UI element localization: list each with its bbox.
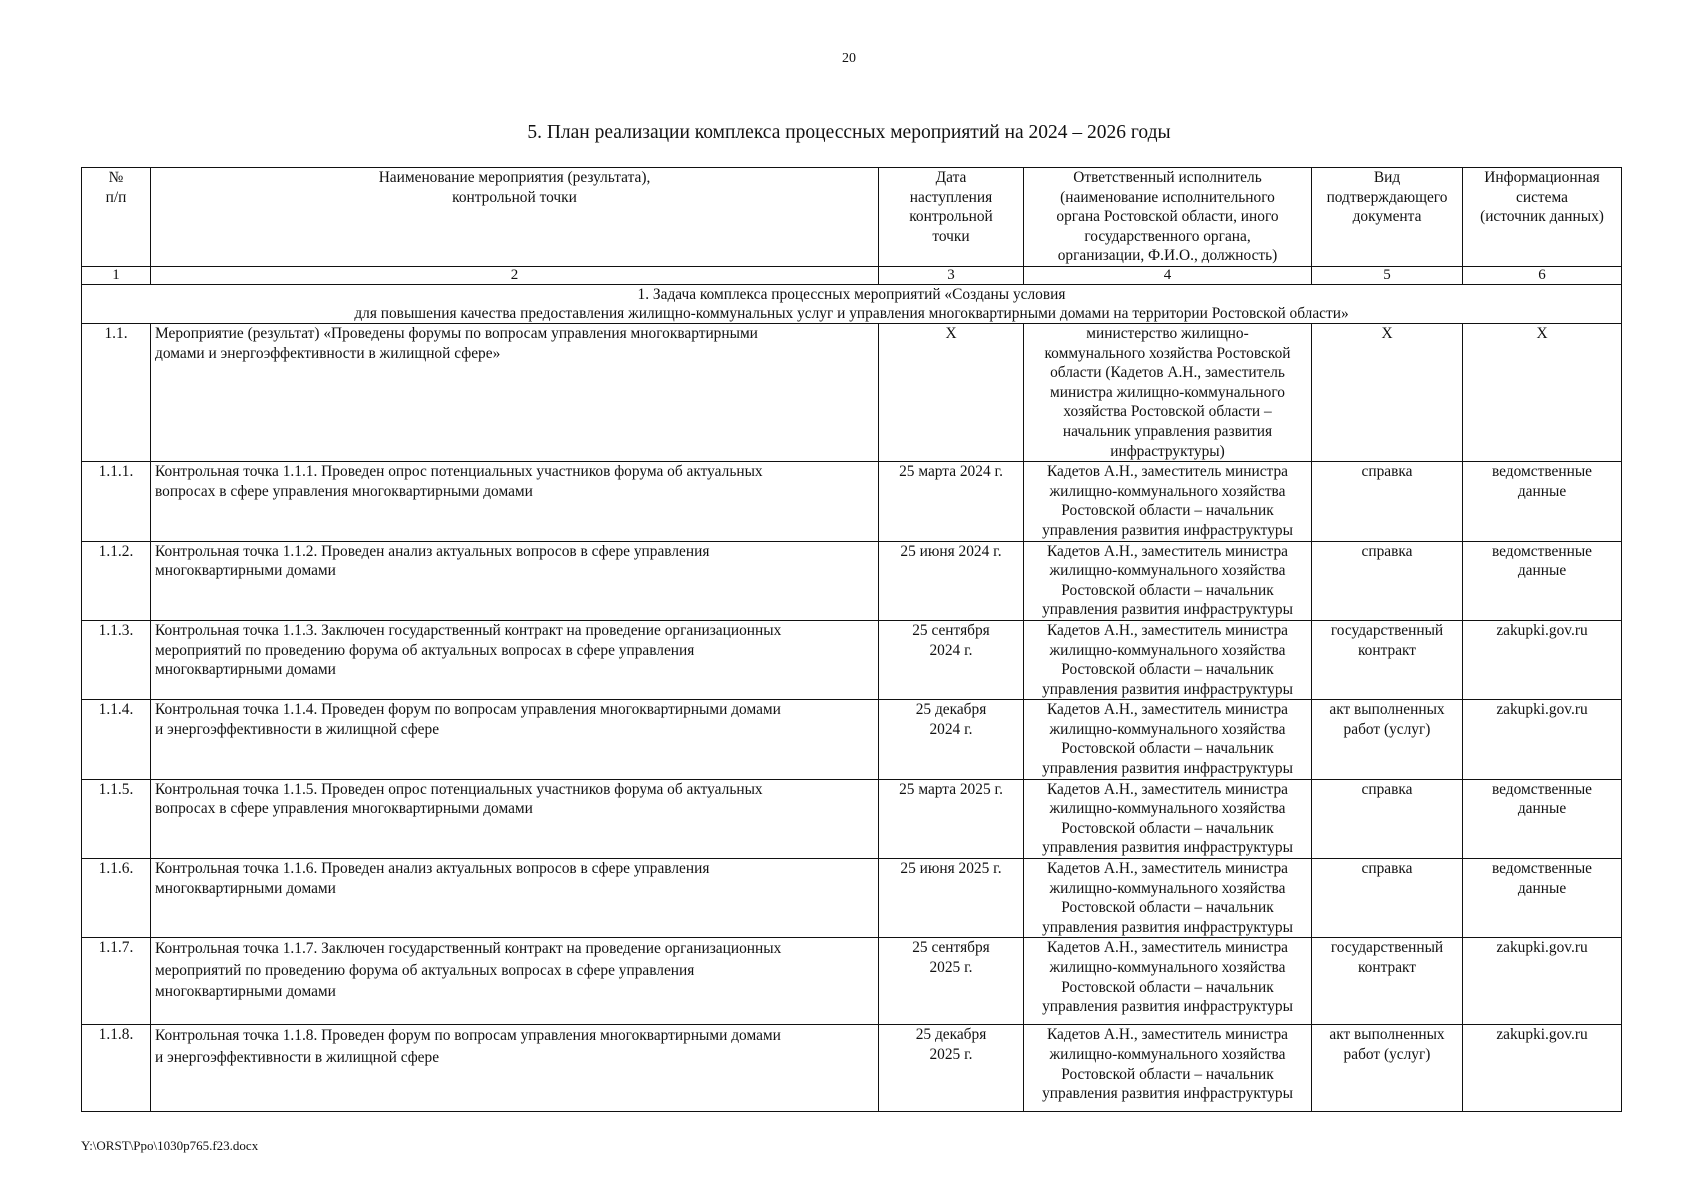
page-title: 5. План реализации комплекса процессных мероприятий на 2024 – 2026 годы xyxy=(527,122,1171,143)
cell-responsible: Кадетов А.Н., заместитель министра жилищно-коммунального хозяйства Ростовской области – начальник управления развития инфраструктуры xyxy=(1024,462,1312,541)
cell-name: Контрольная точка 1.1.3. Заключен государственный контракт на проведение организационных мероприятий по проведению форума об актуальных вопросах в сфере управления многоквартирными домами xyxy=(151,620,879,699)
cell-date: 25 марта 2025 г. xyxy=(879,779,1024,858)
cell-name: Контрольная точка 1.1.6. Проведен анализ актуальных вопросов в сфере управления многоквартирными домами xyxy=(151,859,879,938)
table-row xyxy=(82,620,1622,699)
cell-responsible: Кадетов А.Н., заместитель министра жилищно-коммунального хозяйства Ростовской области – начальник управления развития инфраструктуры xyxy=(1024,938,1312,1025)
column-number-cell: 2 xyxy=(151,267,879,285)
cell-name: Контрольная точка 1.1.2. Проведен анализ актуальных вопросов в сфере управления многоквартирными домами xyxy=(151,541,879,620)
cell-doc-type: справка xyxy=(1312,779,1463,858)
cell-number: 1.1. xyxy=(82,324,151,462)
table-row xyxy=(82,859,1622,938)
header-cell-info-system: Информационная система (источник данных) xyxy=(1463,168,1622,267)
cell-date: 25 декабря 2024 г. xyxy=(879,700,1024,779)
column-number-cell: 3 xyxy=(879,267,1024,285)
cell-number: 1.1.7. xyxy=(82,938,151,1025)
task-row xyxy=(82,285,1622,324)
cell-responsible: министерство жилищно- коммунального хозяйства Ростовской области (Кадетов А.Н., заместитель министра жилищно-коммунального хозяйства Ростовской области – начальник управления развития инфраструктуры) xyxy=(1024,324,1312,462)
cell-responsible: Кадетов А.Н., заместитель министра жилищно-коммунального хозяйства Ростовской области – начальник управления развития инфраструктуры xyxy=(1024,700,1312,779)
cell-doc-type: акт выполненных работ (услуг) xyxy=(1312,1025,1463,1112)
table-row xyxy=(82,541,1622,620)
header-cell-number: № п/п xyxy=(82,168,151,267)
table-row xyxy=(82,462,1622,541)
cell-doc-type: справка xyxy=(1312,541,1463,620)
cell-date: 25 марта 2024 г. xyxy=(879,462,1024,541)
cell-doc-type: справка xyxy=(1312,859,1463,938)
cell-number: 1.1.2. xyxy=(82,541,151,620)
cell-info-system: ведомственные данные xyxy=(1463,462,1622,541)
cell-info-system: zakupki.gov.ru xyxy=(1463,620,1622,699)
cell-name: Контрольная точка 1.1.7. Заключен государственный контракт на проведение организационных мероприятий по проведению форума об актуальных вопросах в сфере управления многоквартирными домами xyxy=(151,938,879,1025)
cell-number: 1.1.3. xyxy=(82,620,151,699)
table-header-row xyxy=(82,168,1622,267)
column-number-cell: 5 xyxy=(1312,267,1463,285)
cell-date: 25 июня 2025 г. xyxy=(879,859,1024,938)
cell-doc-type: справка xyxy=(1312,462,1463,541)
task-row-text: 1. Задача комплекса процессных мероприятий «Созданы условия для повышения качества предоставления жилищно-коммунальных услуг и управления многоквартирными домами на территории Ростовской области» xyxy=(82,285,1622,324)
cell-number: 1.1.4. xyxy=(82,700,151,779)
cell-date: 25 сентября 2024 г. xyxy=(879,620,1024,699)
cell-name: Контрольная точка 1.1.1. Проведен опрос потенциальных участников форума об актуальных вопросах в сфере управления многоквартирными домами xyxy=(151,462,879,541)
cell-name: Мероприятие (результат) «Проведены форумы по вопросам управления многоквартирными домами и энергоэффективности в жилищной сфере» xyxy=(151,324,879,462)
header-cell-date: Дата наступления контрольной точки xyxy=(879,168,1024,267)
table-row xyxy=(82,779,1622,858)
cell-info-system: ведомственные данные xyxy=(1463,779,1622,858)
cell-number: 1.1.8. xyxy=(82,1025,151,1112)
table-row xyxy=(82,1025,1622,1112)
cell-responsible: Кадетов А.Н., заместитель министра жилищно-коммунального хозяйства Ростовской области – начальник управления развития инфраструктуры xyxy=(1024,541,1312,620)
cell-doc-type: Х xyxy=(1312,324,1463,462)
cell-doc-type: акт выполненных работ (услуг) xyxy=(1312,700,1463,779)
cell-name: Контрольная точка 1.1.8. Проведен форум по вопросам управления многоквартирными домами и энергоэффективности в жилищной сфере xyxy=(151,1025,879,1112)
cell-info-system: zakupki.gov.ru xyxy=(1463,700,1622,779)
column-number-cell: 6 xyxy=(1463,267,1622,285)
header-cell-doc-type: Вид подтверждающего документа xyxy=(1312,168,1463,267)
cell-responsible: Кадетов А.Н., заместитель министра жилищно-коммунального хозяйства Ростовской области – начальник управления развития инфраструктуры xyxy=(1024,779,1312,858)
cell-info-system: Х xyxy=(1463,324,1622,462)
header-cell-name: Наименование мероприятия (результата), контрольной точки xyxy=(151,168,879,267)
cell-info-system: ведомственные данные xyxy=(1463,859,1622,938)
cell-info-system: zakupki.gov.ru xyxy=(1463,938,1622,1025)
cell-number: 1.1.1. xyxy=(82,462,151,541)
plan-table xyxy=(81,167,1622,1112)
cell-date: 25 июня 2024 г. xyxy=(879,541,1024,620)
column-number-cell: 1 xyxy=(82,267,151,285)
cell-responsible: Кадетов А.Н., заместитель министра жилищно-коммунального хозяйства Ростовской области – начальник управления развития инфраструктуры xyxy=(1024,859,1312,938)
cell-doc-type: государственный контракт xyxy=(1312,938,1463,1025)
cell-name: Контрольная точка 1.1.5. Проведен опрос потенциальных участников форума об актуальных вопросах в сфере управления многоквартирными домами xyxy=(151,779,879,858)
cell-number: 1.1.6. xyxy=(82,859,151,938)
cell-date: 25 декабря 2025 г. xyxy=(879,1025,1024,1112)
cell-doc-type: государственный контракт xyxy=(1312,620,1463,699)
page-number: 20 xyxy=(842,51,856,66)
table-row xyxy=(82,700,1622,779)
table-row xyxy=(82,938,1622,1025)
cell-date: 25 сентября 2025 г. xyxy=(879,938,1024,1025)
cell-responsible: Кадетов А.Н., заместитель министра жилищно-коммунального хозяйства Ростовской области – начальник управления развития инфраструктуры xyxy=(1024,620,1312,699)
column-numbers-row xyxy=(82,267,1622,285)
column-number-cell: 4 xyxy=(1024,267,1312,285)
header-cell-responsible: Ответственный исполнитель (наименование исполнительного органа Ростовской области, иного государственного органа, организации, Ф.И.О., должность) xyxy=(1024,168,1312,267)
cell-info-system: zakupki.gov.ru xyxy=(1463,1025,1622,1112)
cell-date: Х xyxy=(879,324,1024,462)
cell-responsible: Кадетов А.Н., заместитель министра жилищно-коммунального хозяйства Ростовской области – начальник управления развития инфраструктуры xyxy=(1024,1025,1312,1112)
cell-info-system: ведомственные данные xyxy=(1463,541,1622,620)
cell-number: 1.1.5. xyxy=(82,779,151,858)
footer-file-path: Y:\ORST\Ppo\1030p765.f23.docx xyxy=(81,1138,259,1153)
table-row xyxy=(82,324,1622,462)
cell-name: Контрольная точка 1.1.4. Проведен форум по вопросам управления многоквартирными домами и энергоэффективности в жилищной сфере xyxy=(151,700,879,779)
